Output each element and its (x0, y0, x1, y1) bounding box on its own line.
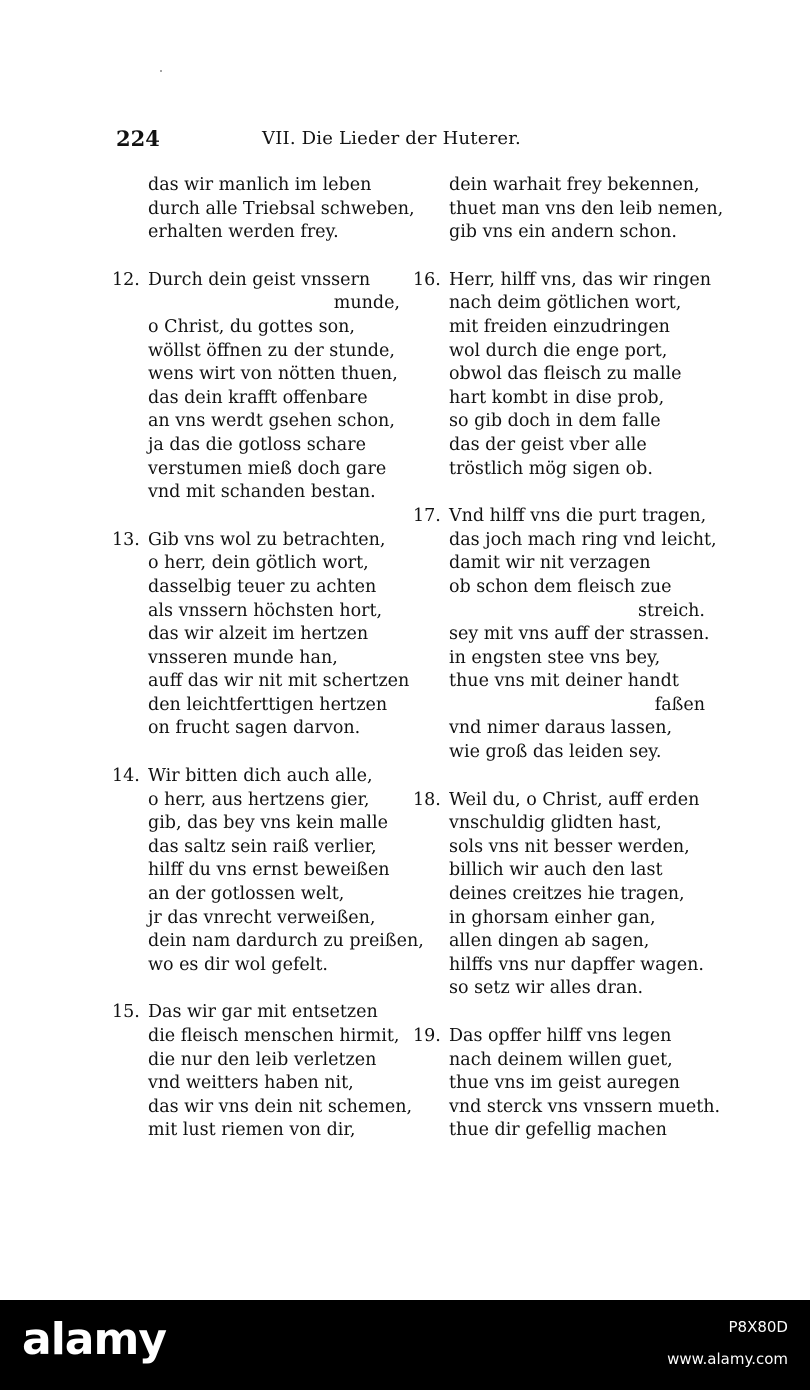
verse-text: das wir manlich im leben (148, 175, 372, 195)
verse-text: tröstlich mög sigen ob. (449, 458, 653, 479)
stanza (413, 1025, 721, 1143)
verse-line (413, 221, 705, 245)
verse-text: Durch dein geist vnssern (148, 269, 371, 290)
verse-text: on frucht sagen darvon. (148, 718, 361, 739)
stanza (112, 765, 424, 977)
verse-line (413, 269, 712, 293)
verse-text: auff das wir nit mit schertzen (148, 671, 410, 692)
verse-text: an vns werdt gsehen schon, (148, 411, 395, 432)
brand-logo: alamy (22, 1314, 166, 1365)
verse-line (413, 410, 705, 434)
verse-line (413, 1049, 705, 1073)
verse-text: vnsseren munde han, (148, 647, 338, 668)
verse-line (112, 174, 400, 198)
verse-line (413, 741, 705, 765)
verse-text: wöllst öffnen zu der stunde, (148, 340, 395, 361)
verse-text: vnd mit schanden bestan. (148, 482, 376, 503)
verse-line (112, 670, 410, 694)
stanza-number: 12. (112, 269, 140, 290)
verse-line (112, 458, 400, 482)
verse-text: hart kombt in dise prob, (449, 387, 665, 408)
image-id: P8X80D (728, 1318, 788, 1336)
verse-text: deines creitzes hie tragen, (449, 884, 685, 905)
verse-line-continuation (413, 694, 705, 718)
verse-text: Herr, hilff vns, das wir ringen (449, 269, 712, 290)
verse-text: vnd nimer daraus lassen, (449, 718, 673, 739)
stanza (413, 174, 724, 245)
verse-line (112, 363, 400, 387)
verse-text: wol durch die enge port, (449, 340, 668, 361)
right-column (413, 174, 724, 1143)
verse-text: Das wir gar mit entsetzen (148, 1002, 378, 1023)
verse-line (112, 600, 400, 624)
stanza (112, 174, 415, 245)
verse-text: thue vns im geist auregen (449, 1073, 680, 1094)
stanza (413, 505, 717, 765)
verse-line (112, 221, 400, 245)
page-number: 224 (116, 126, 160, 151)
verse-text: wo es dir wol gefelt. (148, 954, 328, 975)
stanza-number: 19. (413, 1026, 441, 1046)
verse-text: das joch mach ring vnd leicht, (449, 529, 717, 550)
verse-line (413, 717, 705, 741)
verse-line (112, 812, 400, 836)
verse-text: Gib vns wol zu betrachten, (148, 529, 386, 550)
page-speck (160, 70, 162, 72)
verse-line-continuation (112, 292, 400, 316)
stanza-number: 18. (413, 789, 441, 810)
stanza (413, 789, 705, 1001)
verse-text: wens wirt von nötten thuen, (148, 364, 398, 385)
watermark-footer (0, 1300, 810, 1390)
stanza-number: 14. (112, 766, 140, 787)
stanza-number: 16. (413, 269, 441, 290)
verse-line (112, 717, 400, 741)
verse-line (413, 930, 705, 954)
verse-text: nach deinem willen guet, (449, 1049, 673, 1070)
verse-text: Weil du, o Christ, auff erden (449, 789, 700, 810)
verse-text: gib, das bey vns kein malle (148, 813, 388, 834)
verse-text: jr das vnrecht verweißen, (148, 907, 376, 928)
verse-text: erhalten werden frey. (148, 222, 339, 243)
verse-line (112, 954, 400, 978)
verse-line (413, 529, 717, 553)
verse-text: nach deim götlichen wort, (449, 293, 682, 314)
verse-text: Wir bitten dich auch alle, (148, 766, 373, 787)
verse-text: durch alle Triebsal schweben, (148, 198, 415, 219)
verse-text: hilff du vns ernst beweißen (148, 860, 390, 881)
verse-line-continuation (413, 600, 705, 624)
verse-line (413, 576, 705, 600)
verse-line (112, 883, 400, 907)
verse-text: vnd sterck vns vnssern mueth. (449, 1096, 721, 1117)
verse-line (413, 316, 705, 340)
verse-line (112, 1001, 400, 1025)
verse-text: obwol das fleisch zu malle (449, 364, 682, 385)
verse-line (112, 859, 400, 883)
stanza-number: 15. (112, 1002, 140, 1023)
verse-line (112, 434, 400, 458)
verse-text: dasselbig teuer zu achten (148, 576, 377, 597)
verse-text: thue dir gefellig machen (449, 1120, 667, 1141)
verse-text: an der gotlossen welt, (148, 884, 345, 905)
verse-line (413, 198, 724, 222)
verse-line (413, 859, 705, 883)
verse-line (413, 977, 705, 1001)
verse-line (112, 907, 400, 931)
left-column (112, 174, 424, 1143)
verse-text: das saltz sein raiß verlier, (148, 836, 377, 857)
verse-text: o Christ, du gottes son, (148, 316, 355, 337)
stanza (112, 529, 410, 741)
verse-text: Das opffer hilff vns legen (449, 1026, 672, 1046)
page-header (0, 126, 810, 156)
verse-line (413, 883, 705, 907)
verse-line (413, 434, 705, 458)
verse-text: thuet man vns den leib nemen, (449, 198, 724, 219)
verse-line (112, 198, 415, 222)
stanza (112, 1001, 413, 1143)
verse-line (413, 387, 705, 411)
verse-line (413, 1119, 705, 1143)
verse-text: damit wir nit verzagen (449, 553, 651, 574)
verse-line (112, 1025, 400, 1049)
verse-line (413, 340, 705, 364)
verse-text: so gib doch in dem falle (449, 411, 661, 432)
verse-text: ob schon dem fleisch zue (449, 576, 672, 597)
verse-line (112, 529, 400, 553)
verse-line (112, 1072, 400, 1096)
verse-line (413, 174, 705, 198)
verse-text: gib vns ein andern schon. (449, 222, 677, 243)
verse-text: das dein krafft offenbare (148, 387, 368, 408)
verse-text: munde, (333, 293, 400, 314)
verse-line (413, 552, 705, 576)
stanza-number: 17. (413, 506, 441, 527)
verse-text: vnschuldig glidten hast, (449, 813, 662, 834)
verse-text: so setz wir alles dran. (449, 978, 644, 999)
verse-text: verstumen mieß doch gare (148, 458, 387, 479)
verse-line (112, 410, 400, 434)
verse-text: wie groß das leiden sey. (449, 742, 662, 763)
verse-line (112, 1119, 400, 1143)
verse-line (112, 1049, 400, 1073)
verse-line (413, 670, 705, 694)
verse-text: o herr, dein götlich wort, (148, 553, 369, 574)
verse-text: mit freiden einzudringen (449, 316, 670, 337)
verse-text: den leichtferttigen hertzen (148, 694, 388, 715)
stanza (112, 269, 400, 505)
verse-line (112, 647, 400, 671)
verse-text: sols vns nit besser werden, (449, 836, 690, 857)
verse-text: dein warhait frey bekennen, (449, 175, 700, 195)
verse-text: hilffs vns nur dapffer wagen. (449, 954, 704, 975)
verse-line (112, 789, 400, 813)
verse-text: in ghorsam einher gan, (449, 907, 656, 928)
verse-line (413, 1025, 705, 1049)
verse-line (112, 576, 400, 600)
verse-text: dein nam dardurch zu preißen, (148, 931, 424, 952)
verse-line (112, 481, 400, 505)
verse-line (112, 694, 400, 718)
verse-text: o herr, aus hertzens gier, (148, 789, 370, 810)
verse-line (413, 789, 705, 813)
verse-text: faßen (654, 694, 705, 715)
verse-line (413, 812, 705, 836)
verse-line (413, 1072, 705, 1096)
verse-text: sey mit vns auff der strassen. (449, 624, 710, 645)
verse-line (112, 623, 400, 647)
verse-text: als vnssern höchsten hort, (148, 600, 383, 621)
verse-text: die nur den leib verletzen (148, 1049, 377, 1070)
verse-text: ja das die gotloss schare (148, 434, 366, 455)
verse-text: das der geist vber alle (449, 434, 647, 455)
verse-text: das wir alzeit im hertzen (148, 624, 369, 645)
verse-text: mit lust riemen von dir, (148, 1120, 356, 1141)
website-link[interactable]: www.alamy.com (667, 1350, 788, 1368)
stanza (413, 269, 712, 481)
verse-line (112, 269, 400, 293)
running-title: VII. Die Lieder der Huterer. (262, 128, 521, 149)
verse-line (112, 316, 400, 340)
verse-line (413, 954, 705, 978)
verse-line (112, 1096, 413, 1120)
verse-line (413, 292, 705, 316)
verse-line (112, 387, 400, 411)
verse-text: in engsten stee vns bey, (449, 647, 661, 668)
verse-text: streich. (638, 600, 705, 621)
verse-text: allen dingen ab sagen, (449, 931, 650, 952)
verse-line (112, 765, 400, 789)
stanza-number: 13. (112, 529, 140, 550)
verse-line (413, 505, 705, 529)
verse-line (413, 836, 705, 860)
verse-line (413, 1096, 721, 1120)
verse-text: vnd weitters haben nit, (148, 1073, 354, 1094)
footer-meta (667, 1318, 788, 1368)
verse-line (413, 623, 710, 647)
verse-line (413, 647, 705, 671)
verse-line (112, 340, 400, 364)
verse-text: das wir vns dein nit schemen, (148, 1096, 413, 1117)
verse-text: thue vns mit deiner handt (449, 671, 679, 692)
verse-line (112, 552, 400, 576)
verse-line (413, 363, 705, 387)
verse-line (413, 458, 705, 482)
verse-line (112, 930, 424, 954)
verse-line (413, 907, 705, 931)
verse-text: die fleisch menschen hirmit, (148, 1026, 400, 1046)
verse-line (112, 836, 400, 860)
verse-text: billich wir auch den last (449, 860, 663, 881)
verse-text: Vnd hilff vns die purt tragen, (449, 506, 707, 527)
